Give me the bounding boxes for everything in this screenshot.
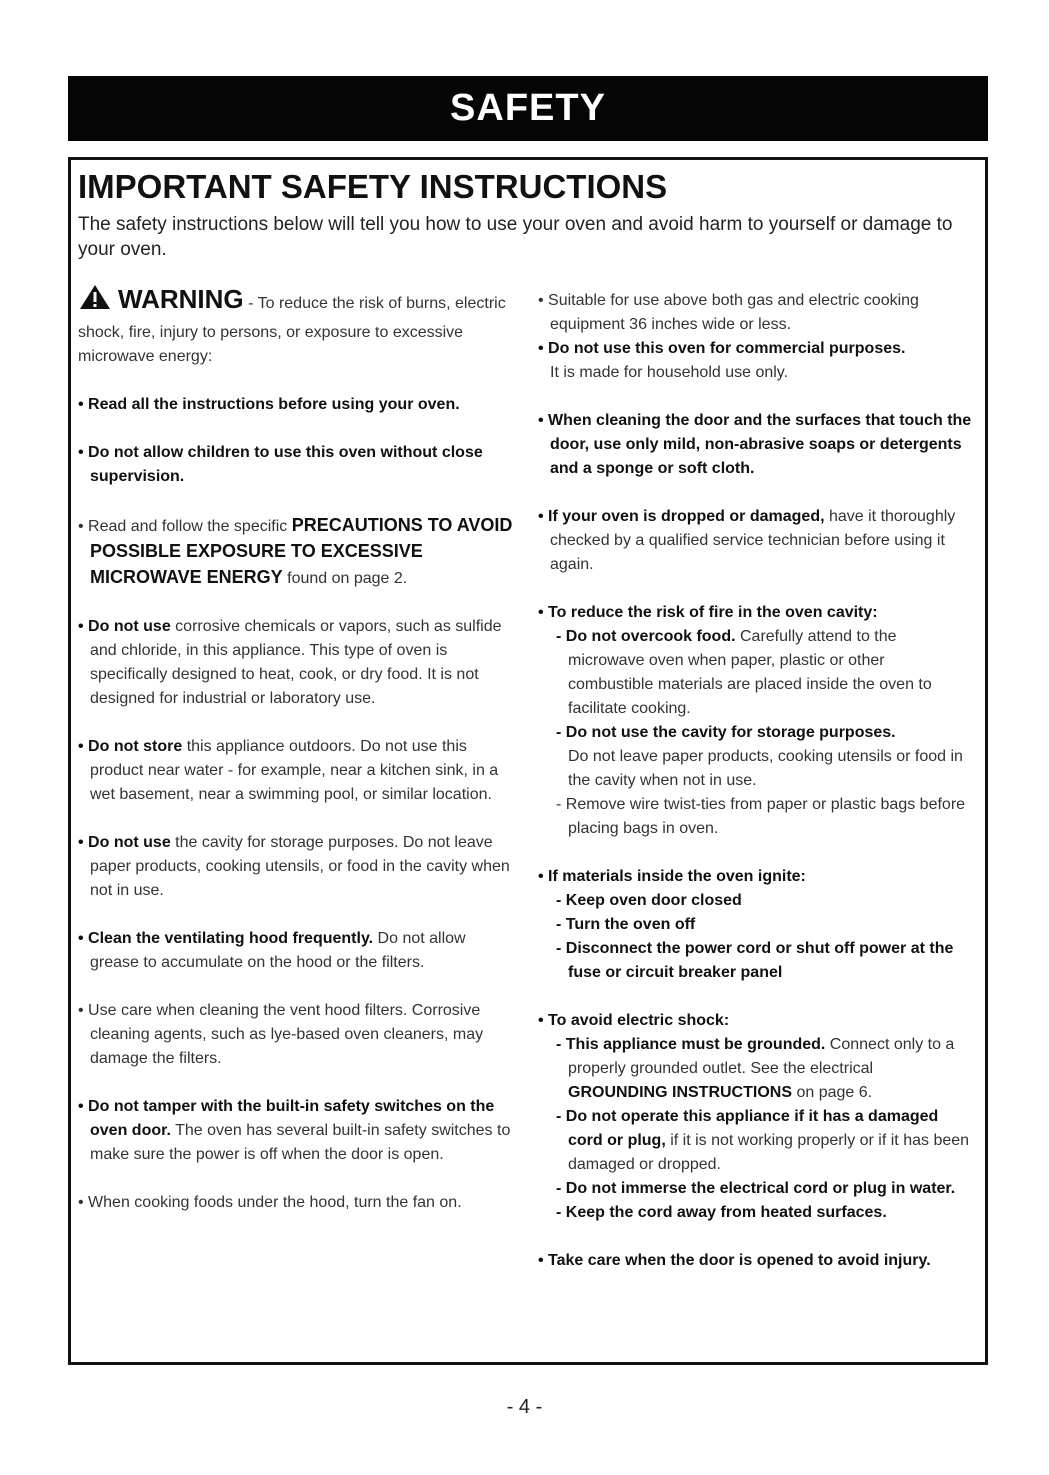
door-injury-item: • Take care when the door is opened to avoid injury.	[538, 1252, 931, 1269]
corrosive-item: • Do not use corrosive chemicals or vapors, such as sulfide and chloride, in this appliance. This type of oven is specifically designed to heat, cook, or dry food. It is not designed for industrial or laboratory use.	[78, 618, 502, 707]
tamper-item: • Do not tamper with the built-in safety switches on the oven door. The oven has several built-in safety switches to make sure the power is off when the door is open.	[78, 1098, 511, 1163]
right-column	[538, 289, 973, 1273]
turn-oven-off: - Turn the oven off	[556, 916, 696, 933]
fire-heading: • To reduce the risk of fire in the oven cavity:	[538, 604, 878, 621]
dropped-item: • If your oven is dropped or damaged, have it thoroughly checked by a qualified service technician before using it again.	[538, 508, 956, 573]
twist-ties-item: - Remove wire twist-ties from paper or plastic bags before placing bags in oven.	[556, 796, 966, 837]
overcook-item: - Do not overcook food. Carefully attend to the microwave oven when paper, plastic or other combustible materials are placed inside the oven to facilitate cooking.	[556, 628, 932, 717]
precautions-heading: PRECAUTIONS TO AVOID POSSIBLE EXPOSURE TO EXCESSIVE MICROWAVE ENERGY	[90, 515, 513, 587]
shock-heading: • To avoid electric shock:	[538, 1012, 730, 1029]
store-item: • Do not store this appliance outdoors. Do not use this product near water - for example, near a kitchen sink, in a wet basement, near a swimming pool, or similar location.	[78, 738, 499, 803]
grounded-item: - This appliance must be grounded. Connect only to a properly grounded outlet. See the electrical GROUNDING INSTRUCTIONS on page 6.	[556, 1036, 955, 1101]
immerse-item: - Do not immerse the electrical cord or plug in water.	[556, 1180, 956, 1197]
ignite-heading: • If materials inside the oven ignite:	[538, 868, 806, 885]
precautions-item: • Read and follow the specific PRECAUTIONS TO AVOID POSSIBLE EXPOSURE TO EXCESSIVE MICROWAVE ENERGY found on page 2.	[78, 515, 513, 587]
keep-door-closed: - Keep oven door closed	[556, 892, 742, 909]
cavity-item: • Do not use the cavity for storage purposes. Do not leave paper products, cooking utensils, or food in the cavity when not in use.	[78, 834, 510, 899]
fan-item: • When cooking foods under the hood, turn the fan on.	[78, 1194, 462, 1211]
commercial-item: • Do not use this oven for commercial purposes.	[538, 340, 906, 357]
warning-text: - To reduce the risk of burns, electric shock, fire, injury to persons, or exposure to excessive microwave energy:	[78, 295, 506, 365]
children-supervision: • Do not allow children to use this oven without close supervision.	[78, 444, 483, 485]
heated-surfaces-item: - Keep the cord away from heated surfaces.	[556, 1204, 887, 1221]
commercial-note: It is made for household use only.	[550, 364, 789, 381]
suitable-item: • Suitable for use above both gas and electric cooking equipment 36 inches wide or less.	[538, 292, 919, 333]
filters-item: • Use care when cleaning the vent hood filters. Corrosive cleaning agents, such as lye-based oven cleaners, may damage the filters.	[78, 1002, 484, 1067]
warning-triangle-icon	[78, 283, 112, 311]
intro-text: The safety instructions below will tell you how to use your oven and avoid harm to yourself or damage to your oven.	[78, 214, 953, 260]
storage-note: Do not leave paper products, cooking utensils or food in the cavity when not in use.	[568, 748, 963, 789]
disconnect-power: - Disconnect the power cord or shut off power at the fuse or circuit breaker panel	[556, 940, 954, 981]
damaged-cord-item: - Do not operate this appliance if it has a damaged cord or plug, if it is not working properly or if it has been damaged or dropped.	[556, 1108, 970, 1173]
warning-word: WARNING	[118, 284, 244, 314]
left-column	[78, 282, 518, 1215]
storage-item: - Do not use the cavity for storage purposes.	[556, 724, 896, 741]
read-all-instructions: • Read all the instructions before using your oven.	[78, 396, 460, 413]
section-banner	[68, 76, 988, 141]
banner-title: SAFETY	[450, 87, 606, 129]
cleaning-item: • When cleaning the door and the surfaces that touch the door, use only mild, non-abrasive soaps or detergents and a sponge or soft cloth.	[538, 412, 972, 477]
hood-item: • Clean the ventilating hood frequently. Do not allow grease to accumulate on the hood or the filters.	[78, 930, 466, 971]
page-title: IMPORTANT SAFETY INSTRUCTIONS	[78, 168, 668, 205]
page-number: - 4 -	[506, 1396, 543, 1418]
warning-paragraph	[78, 282, 518, 369]
